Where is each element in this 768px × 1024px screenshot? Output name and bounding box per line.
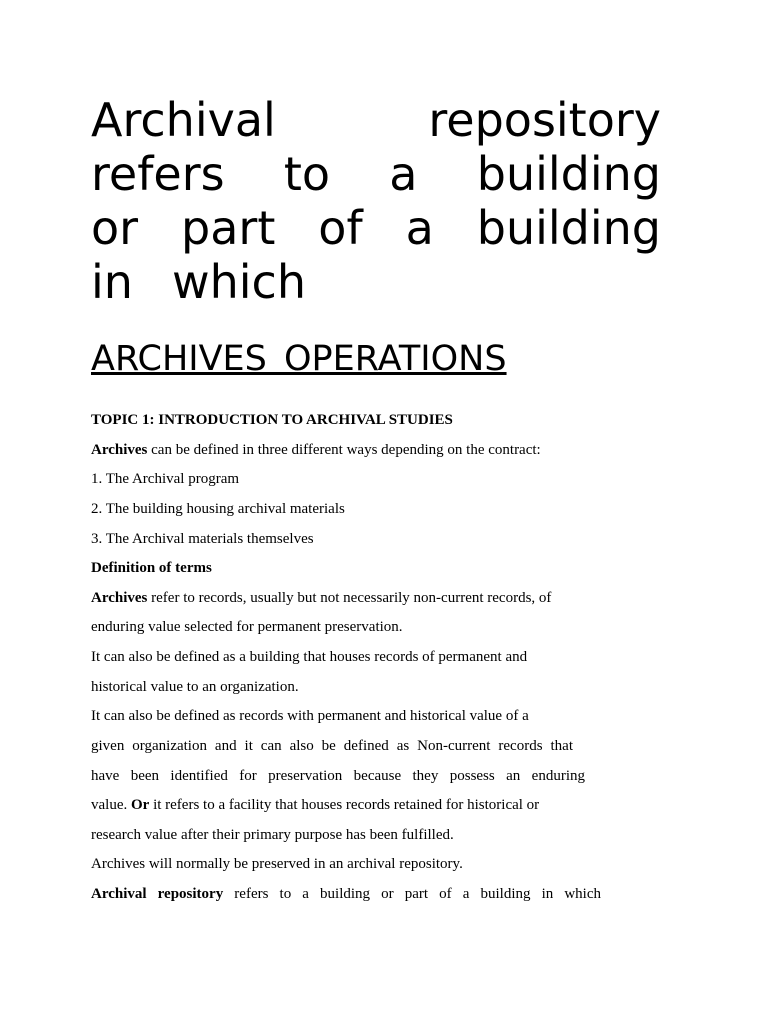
hero-heading [91,93,661,309]
hero-line-2: refers to a building [91,147,661,201]
document-title: ARCHIVES OPERATIONS [91,339,507,379]
or-keyword: Or [130,797,150,813]
intro-term: Archives [91,442,148,458]
definition-line: given organization and it can also be defined as Non-current records that [91,738,573,754]
repository-term: Archival repository [91,886,224,902]
repository-paragraph: Archival repository refers to a building or part of a building in which [91,886,601,902]
note-paragraph: Archives will normally be preserved in an archival repository. [91,856,463,872]
topic-heading: TOPIC 1: INTRODUCTION TO ARCHIVAL STUDIES [91,412,453,428]
definitions-heading: Definition of terms [91,560,212,576]
definition-line: It can also be defined as records with permanent and historical value of a [91,708,529,724]
definition-line: enduring value selected for permanent preservation. [91,619,403,635]
definition-line: have been identified for preservation because they possess an enduring [91,768,585,784]
definition-line: value. Or it refers to a facility that houses records retained for historical or [91,797,540,813]
definition-term: Archives [91,590,148,606]
list-item: 1. The Archival program [91,471,240,487]
definition-line: historical value to an organization. [91,679,299,695]
list-item: 2. The building housing archival materials [91,501,345,517]
definition-line: Archives refer to records, usually but not necessarily non-current records, of [91,590,552,606]
definition-line: research value after their primary purpose has been fulfilled. [91,827,454,843]
definition-line: It can also be defined as a building that houses records of permanent and [91,649,528,665]
hero-line-1: Archival repository [91,93,661,147]
hero-line-3: or part of a building [91,201,661,255]
hero-line-4: in which [91,255,306,309]
intro-paragraph: Archives can be defined in three different ways depending on the contract: [91,442,541,458]
list-item: 3. The Archival materials themselves [91,531,314,547]
